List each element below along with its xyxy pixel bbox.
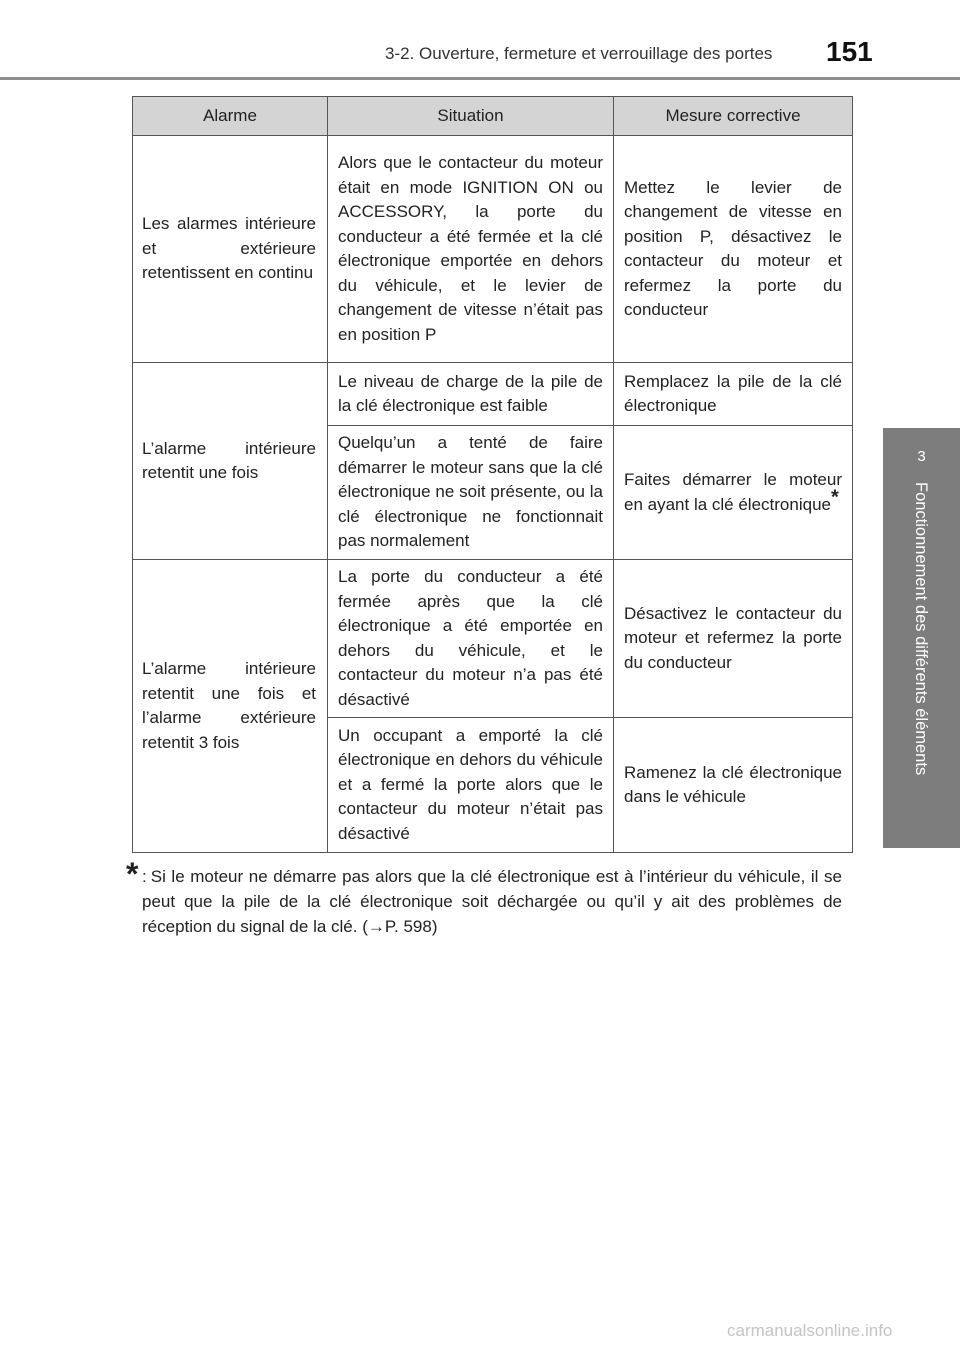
- alarm-cell: Les alarmes intérieure et extérieure retentissent en continu: [133, 136, 328, 363]
- alarm-cell: L’alarme intérieure retentit une fois et l’alarme extérieure retentit 3 fois: [133, 560, 328, 853]
- footnote-mark: *: [830, 485, 839, 508]
- table-row: [133, 560, 853, 718]
- column-header-situation: Situation: [328, 97, 614, 136]
- measure-cell: Ramenez la clé électronique dans le véhicule: [614, 718, 853, 853]
- measure-cell: Remplacez la pile de la clé électronique: [614, 363, 853, 426]
- header-divider: [0, 77, 960, 80]
- table-header-row: [133, 97, 853, 136]
- chapter-title: Fonctionnement des différents éléments: [912, 482, 930, 776]
- situation-cell: Alors que le contacteur du moteur était en mode IGNITION ON ou ACCESSORY, la porte du conducteur a été fermée et la clé électronique emportée en dehors du véhicule, et le levier de changement de vitesse n’était pas en position P: [328, 136, 614, 363]
- footnote: [126, 856, 842, 939]
- page-number: 151: [826, 36, 873, 67]
- measure-text: Faites démarrer le moteur en ayant la clé électronique: [624, 470, 842, 514]
- chapter-number: 3: [917, 448, 926, 465]
- footnote-asterisk: *: [126, 856, 139, 892]
- situation-cell: Un occupant a emporté la clé électronique en dehors du véhicule et a fermé la porte alors que le contacteur du moteur n’était pas désactivé: [328, 718, 614, 853]
- alarm-cell: L’alarme intérieure retentit une fois: [133, 363, 328, 560]
- situation-cell: Le niveau de charge de la pile de la clé électronique est faible: [328, 363, 614, 426]
- footnote-colon: :: [142, 867, 147, 886]
- alarm-table: [132, 96, 853, 853]
- table-row: [133, 363, 853, 426]
- measure-cell: Mettez le levier de changement de vitesse en position P, désactivez le contacteur du moteur et refermez la porte du conducteur: [614, 136, 853, 363]
- column-header-measure: Mesure corrective: [614, 97, 853, 136]
- column-header-alarm: Alarme: [133, 97, 328, 136]
- measure-cell: [614, 426, 853, 560]
- watermark: carmanualsonline.info: [727, 1321, 893, 1340]
- situation-cell: La porte du conducteur a été fermée après que la clé électronique a été emportée en dehors du véhicule, et le contacteur du moteur n’a pas été désactivé: [328, 560, 614, 718]
- measure-cell: Désactivez le contacteur du moteur et refermez la porte du conducteur: [614, 560, 853, 718]
- footnote-text: Si le moteur ne démarre pas alors que la clé électronique est à l’intérieur du véhicule, il se peut que la pile de la clé électronique soit déchargée ou qu’il y ait des problèmes de réception du signal de la clé. (→P. 598): [142, 867, 842, 936]
- table-row: [133, 136, 853, 363]
- footnote-body: [142, 864, 842, 939]
- section-title: 3-2. Ouverture, fermeture et verrouillage des portes: [385, 44, 773, 63]
- situation-cell: Quelqu’un a tenté de faire démarrer le moteur sans que la clé électronique ne soit présente, ou la clé électronique ne fonctionnait pas normalement: [328, 426, 614, 560]
